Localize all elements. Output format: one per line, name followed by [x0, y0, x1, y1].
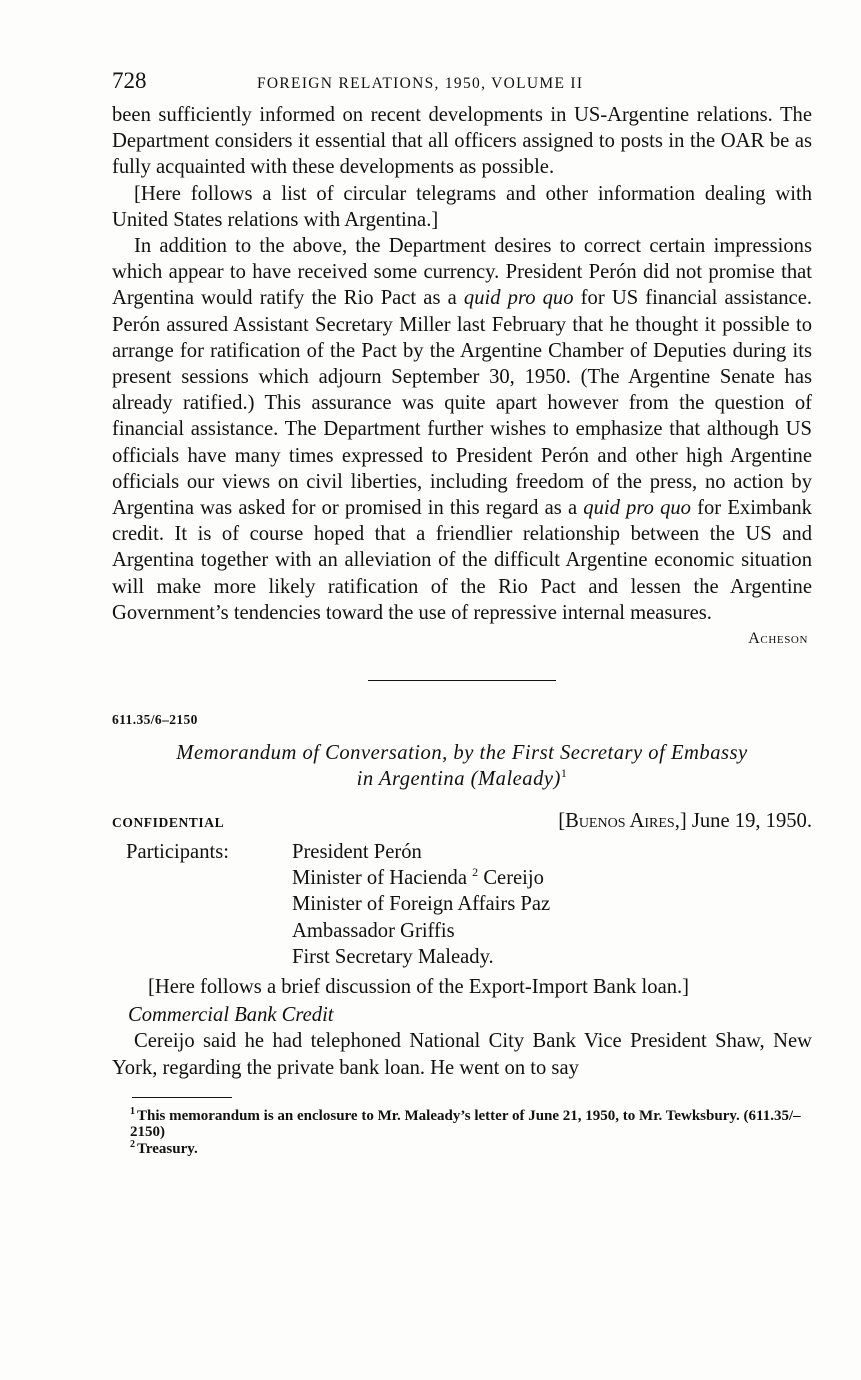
classification-line	[112, 810, 812, 833]
italic-phrase: quid pro quo	[583, 497, 691, 520]
italic-phrase: quid pro quo	[463, 287, 574, 310]
footnote-text: Treasury.	[137, 1140, 198, 1157]
footnote-number: 2	[130, 1138, 135, 1150]
participant-role: Minister of Hacienda	[292, 867, 467, 890]
footnote-ref: 2	[472, 865, 479, 880]
footnote-text: This memorandum is an enclosure to Mr. Maleady’s letter of June 21, 1950, to Mr. Tewksbury. (611.35/–2150)	[130, 1107, 801, 1141]
footnote-divider	[132, 1097, 232, 1098]
section-heading: Commercial Bank Credit	[128, 1004, 334, 1027]
paragraph-text: for US financial assistance. Perón assured Assistant Secretary Miller last February that he thought it possible to arrange for ratification of the Pact by the Argentine Chamber of Deputies during its present sessions which adjourn September 30, 1950. (The Argentine Senate has already ratified.) This assurance was quite apart however from the question of financial assistance. The Department further wishes to emphasize that although US officials have many times expressed to President Perón and other high Argentine officials our views on civil liberties, including freedom of the press, no action by Argentina was asked for or promised in this regard as a	[112, 287, 812, 520]
body-paragraph: Cereijo said he had telephoned National City Bank Vice President Shaw, New York, regarding the private bank loan. He went on to say	[112, 1030, 812, 1079]
continuation-paragraph: been sufficiently informed on recent developments in US-Argentine relations. The Department considers it essential that all officers assigned to posts in the OAR be as fully acquainted with these developments as possible.	[112, 104, 812, 179]
paragraph-text: for Eximbank credit. It is of course hoped that a friendlier relationship between the US and Argentina together with an alleviation of the difficult Argentine economic situation will make more likely ratification of the Rio Pact and lessen the Argentine Government’s tendencies toward the use of repressive internal measures.	[112, 497, 812, 624]
editorial-note: [Here follows a brief discussion of the Export-Import Bank loan.]	[148, 976, 690, 999]
footnotes	[112, 1105, 812, 1158]
participant: Ambassador Griffis	[292, 919, 455, 942]
body-paragraph	[112, 233, 812, 626]
signature: Acheson	[748, 630, 808, 648]
date: June 19, 1950.	[691, 810, 812, 833]
footnote-number: 1	[130, 1105, 135, 1117]
footnote	[130, 1105, 812, 1141]
place-date	[558, 810, 812, 833]
footnote	[130, 1138, 812, 1158]
page-number: 728	[112, 68, 147, 93]
participant: President Perón	[292, 841, 422, 864]
participant	[292, 865, 550, 891]
participants-label: Participants:	[126, 841, 229, 864]
paragraph-text: In addition to the above, the Department desires to correct certain impressions which appear to have received some currency. President Perón did not promise that Argentina would ratify the Rio Pact as a	[112, 235, 812, 310]
classification: CONFIDENTIAL	[112, 815, 225, 831]
section-divider	[112, 668, 812, 686]
file-number: 611.35/6–2150	[112, 712, 198, 728]
title-line-1: Memorandum of Conversation, by the First Secretary of Embassy	[176, 742, 748, 765]
participants-block	[112, 839, 812, 970]
document-page	[112, 68, 812, 1157]
running-head: FOREIGN RELATIONS, 1950, VOLUME II	[257, 75, 584, 92]
document-title	[112, 740, 812, 792]
participant: Minister of Foreign Affairs Paz	[292, 893, 551, 916]
page-header	[112, 68, 812, 102]
footnote-ref: 1	[560, 766, 568, 781]
participant-name: Cereijo	[483, 867, 544, 890]
participant: First Secretary Maleady.	[292, 945, 494, 968]
place: [Buenos Aires,]	[558, 810, 687, 833]
participants-list	[292, 839, 550, 970]
editorial-note: [Here follows a list of circular telegrams and other information dealing with United States relations with Argentina.]	[112, 182, 812, 231]
title-line-2: in Argentina (Maleady)	[356, 768, 561, 791]
